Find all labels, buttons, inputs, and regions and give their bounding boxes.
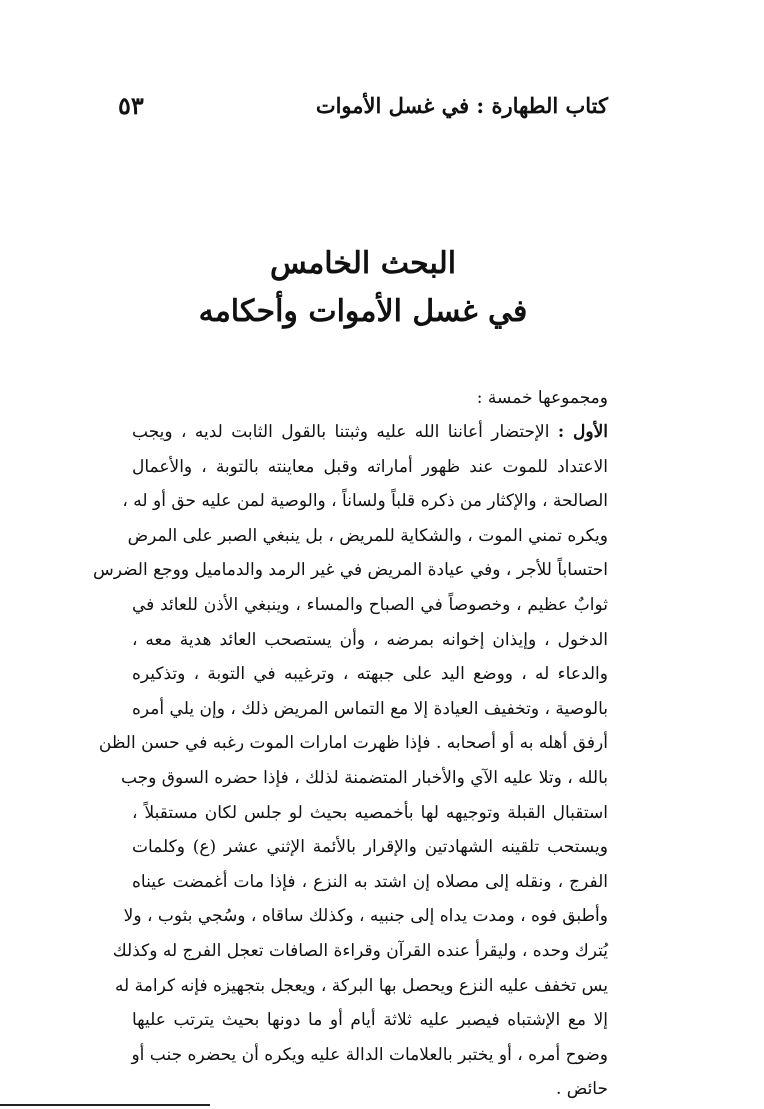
chapter-heading xyxy=(118,240,608,336)
body-text xyxy=(92,382,608,1107)
text-line: أرفق أهله به أو أصحابه . فإذا ظهرت امارات الموت رغبه في حسن الظن xyxy=(98,733,608,754)
text-line: يس تخفف عليه النزع ويحصل بها البركة ، ويعجل بتجهيزه فإنه كرامة له xyxy=(114,975,608,996)
text-line: الصالحة ، والإكثار من ذكره قلباً ولساناً ، والوصية لمن عليه حق أو له ، xyxy=(122,491,608,512)
text-line: احتساباً للأجر ، وفي عيادة المريض في غير الرمد والدماميل ووجع الضرس xyxy=(92,560,608,581)
text-line: الدخول ، وإيذان إخوانه بمرضه ، وأن يستصحب العائد هدية معه ، xyxy=(132,629,608,650)
text-line: استقبال القبلة وتوجيهه لها بأخمصيه بحيث لو جلس لكان مستقبلاً ، xyxy=(132,802,608,823)
text-line: وأطبق فوه ، ومدت يداه إلى جنبيه ، وكذلك ساقاه ، وسُجي بثوب ، ولا xyxy=(123,906,608,927)
text-line: وضوح أمره ، أو يختبر بالعلامات الدالة عليه ويكره أن يحضره جنب أو xyxy=(131,1044,608,1065)
text-line: بالله ، وتلا عليه الآي والأخبار المتضمنة لذلك ، فإذا حضره السوق وجب xyxy=(120,767,608,788)
running-header xyxy=(118,88,608,122)
page-number: ٥٣ xyxy=(118,90,144,120)
intro-line: ومجموعها خمسة : xyxy=(476,388,608,408)
chapter-subtitle: في غسل الأموات وأحكامه xyxy=(198,294,528,329)
text-line xyxy=(132,415,608,450)
text-line: الاعتداد للموت عند ظهور أماراته وقبل معاينته بالتوبة ، والأعمال xyxy=(132,456,608,477)
text-line: حائض . xyxy=(555,1079,608,1100)
running-title: كتاب الطهارة : في غسل الأموات xyxy=(315,92,608,118)
text-line: والدعاء له ، ووضع اليد على جبهته ، وترغيبه في التوبة ، وتذكيره xyxy=(132,664,608,685)
text-line: الفرج ، ونقله إلى مصلاه إن اشتد به النزع ، فإذا مات أغمضت عيناه xyxy=(132,871,608,892)
text-line: ويستحب تلقينه الشهادتين والإقرار بالأئمة الإثني عشر (ع) وكلمات xyxy=(132,837,608,858)
text-line: ويكره تمني الموت ، والشكاية للمريض ، بل ينبغي الصبر على المرض xyxy=(127,525,608,546)
text-line: إلا مع الإشتباه فيصبر عليه ثلاثة أيام أو ما دونها بحيث يترتب عليها xyxy=(132,1010,608,1031)
first-line-text: الإحتضار أعاننا الله عليه وثبتنا بالقول الثابت لديه ، ويجب xyxy=(132,422,558,442)
text-line: ثوابٌ عظيم ، وخصوصاً في الصباح والمساء ، وينبغي الأذن للعائد في xyxy=(132,594,608,615)
section-lead: الأول : xyxy=(557,422,608,442)
chapter-title: البحث الخامس xyxy=(269,246,457,281)
footer-rule xyxy=(0,1104,210,1106)
text-line: يُترك وحده ، وليقرأ عنده القرآن وقراءة الصافات تعجل الفرج له وكذلك xyxy=(112,940,608,961)
text-line: بالوصية ، وتخفيف العيادة إلا مع التماس المريض ذلك ، وإن يلي أمره xyxy=(132,698,608,719)
